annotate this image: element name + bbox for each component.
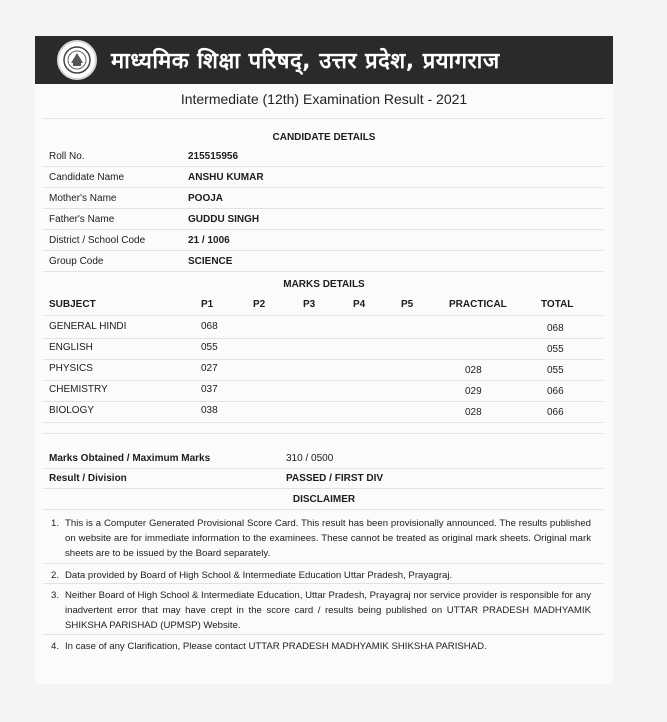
- disclaimer-number: 1.: [51, 518, 60, 529]
- divider: [43, 208, 603, 209]
- marks-cell: 028: [465, 407, 482, 418]
- disclaimer-item: [51, 588, 591, 633]
- divider: [43, 509, 603, 510]
- upmsp-seal-icon: [57, 40, 97, 80]
- divider: [43, 187, 603, 188]
- disclaimer-item: [51, 568, 591, 583]
- marks-cell: 055: [547, 365, 564, 376]
- marks-column-header: P5: [401, 299, 414, 310]
- field-value: POOJA: [188, 193, 224, 204]
- field-label: Mother's Name: [49, 193, 117, 204]
- subject-name: ENGLISH: [49, 342, 93, 353]
- disclaimer-number: 2.: [51, 570, 60, 581]
- disclaimer-text: This is a Computer Generated Provisional Score Card. This result has been provisionally announced. The results published on website are for immediate information to the examinees. These cannot be treated as original mark sheets. Original mark sheets are to be issued by the Board separately.: [65, 518, 591, 559]
- disclaimer-item: [51, 516, 591, 561]
- divider: [43, 563, 603, 564]
- disclaimer-text: Data provided by Board of High School & Intermediate Education Uttar Pradesh, Prayagraj.: [65, 570, 453, 581]
- divider: [43, 468, 603, 469]
- divider: [43, 250, 603, 251]
- divider: [43, 433, 603, 434]
- marks-cell: 029: [465, 386, 482, 397]
- marks-cell: 066: [547, 386, 564, 397]
- divider: [43, 229, 603, 230]
- marks-cell: 038: [201, 405, 218, 416]
- marks-cell: 068: [547, 323, 564, 334]
- divider: [43, 166, 603, 167]
- disclaimer-number: 3.: [51, 590, 60, 601]
- result-value: PASSED / FIRST DIV: [286, 473, 384, 484]
- divider: [43, 271, 603, 272]
- marks-cell: 055: [201, 342, 218, 353]
- divider: [43, 338, 603, 339]
- marks-obtained-label: Marks Obtained / Maximum Marks: [49, 453, 211, 464]
- marks-column-header: P4: [353, 299, 366, 310]
- field-value: ANSHU KUMAR: [188, 172, 264, 183]
- divider: [43, 634, 603, 635]
- marks-cell: 055: [547, 344, 564, 355]
- disclaimer-text: In case of any Clarification, Please contact UTTAR PRADESH MADHYAMIK SHIKSHA PARISHAD.: [65, 641, 487, 652]
- divider: [43, 583, 603, 584]
- field-label: Group Code: [49, 256, 104, 267]
- result-sheet: [35, 36, 613, 684]
- marks-column-header: P1: [201, 299, 214, 310]
- field-value: 21 / 1006: [188, 235, 230, 246]
- subject-name: CHEMISTRY: [49, 384, 108, 395]
- result-label: Result / Division: [49, 473, 127, 484]
- marks-section-title: MARKS DETAILS: [283, 279, 365, 290]
- divider: [43, 401, 603, 402]
- field-value: 215515956: [188, 151, 239, 162]
- disclaimer-item: [51, 639, 591, 654]
- board-title: माध्यमिक शिक्षा परिषद्, उत्तर प्रदेश, प्रयागराज: [111, 49, 500, 74]
- header-banner: [35, 36, 613, 84]
- divider: [43, 380, 603, 381]
- divider: [43, 315, 603, 316]
- marks-cell: 066: [547, 407, 564, 418]
- field-label: Candidate Name: [49, 172, 125, 183]
- marks-column-header: TOTAL: [541, 299, 574, 310]
- disclaimer-text: Neither Board of High School & Intermediate Education, Uttar Pradesh, Prayagraj nor service provider is responsible for any inadvertent error that may have crept in the score card / results being published on UTTAR PRADESH MADHYAMIK SHIKSHA PARISHAD (UPMSP) Website.: [65, 590, 591, 631]
- marks-column-header: PRACTICAL: [449, 299, 507, 310]
- divider: [43, 359, 603, 360]
- marks-column-header: P2: [253, 299, 266, 310]
- field-label: Father's Name: [49, 214, 115, 225]
- disclaimer-number: 4.: [51, 641, 60, 652]
- field-value: SCIENCE: [188, 256, 233, 267]
- field-label: District / School Code: [49, 235, 146, 246]
- candidate-section-title: CANDIDATE DETAILS: [272, 132, 376, 143]
- marks-cell: 028: [465, 365, 482, 376]
- field-value: GUDDU SINGH: [188, 214, 260, 225]
- subject-name: PHYSICS: [49, 363, 93, 374]
- marks-cell: 027: [201, 363, 218, 374]
- field-label: Roll No.: [49, 151, 85, 162]
- marks-column-header: P3: [303, 299, 316, 310]
- marks-cell: 037: [201, 384, 218, 395]
- marks-obtained-value: 310 / 0500: [286, 453, 334, 464]
- disclaimer-title: DISCLAIMER: [292, 494, 356, 505]
- subject-name: GENERAL HINDI: [49, 321, 127, 332]
- marks-cell: 068: [201, 321, 218, 332]
- exam-title: Intermediate (12th) Examination Result - 2021: [180, 91, 468, 107]
- divider: [43, 488, 603, 489]
- divider: [43, 118, 603, 119]
- subject-name: BIOLOGY: [49, 405, 95, 416]
- marks-column-header: SUBJECT: [49, 299, 96, 310]
- divider: [43, 422, 603, 423]
